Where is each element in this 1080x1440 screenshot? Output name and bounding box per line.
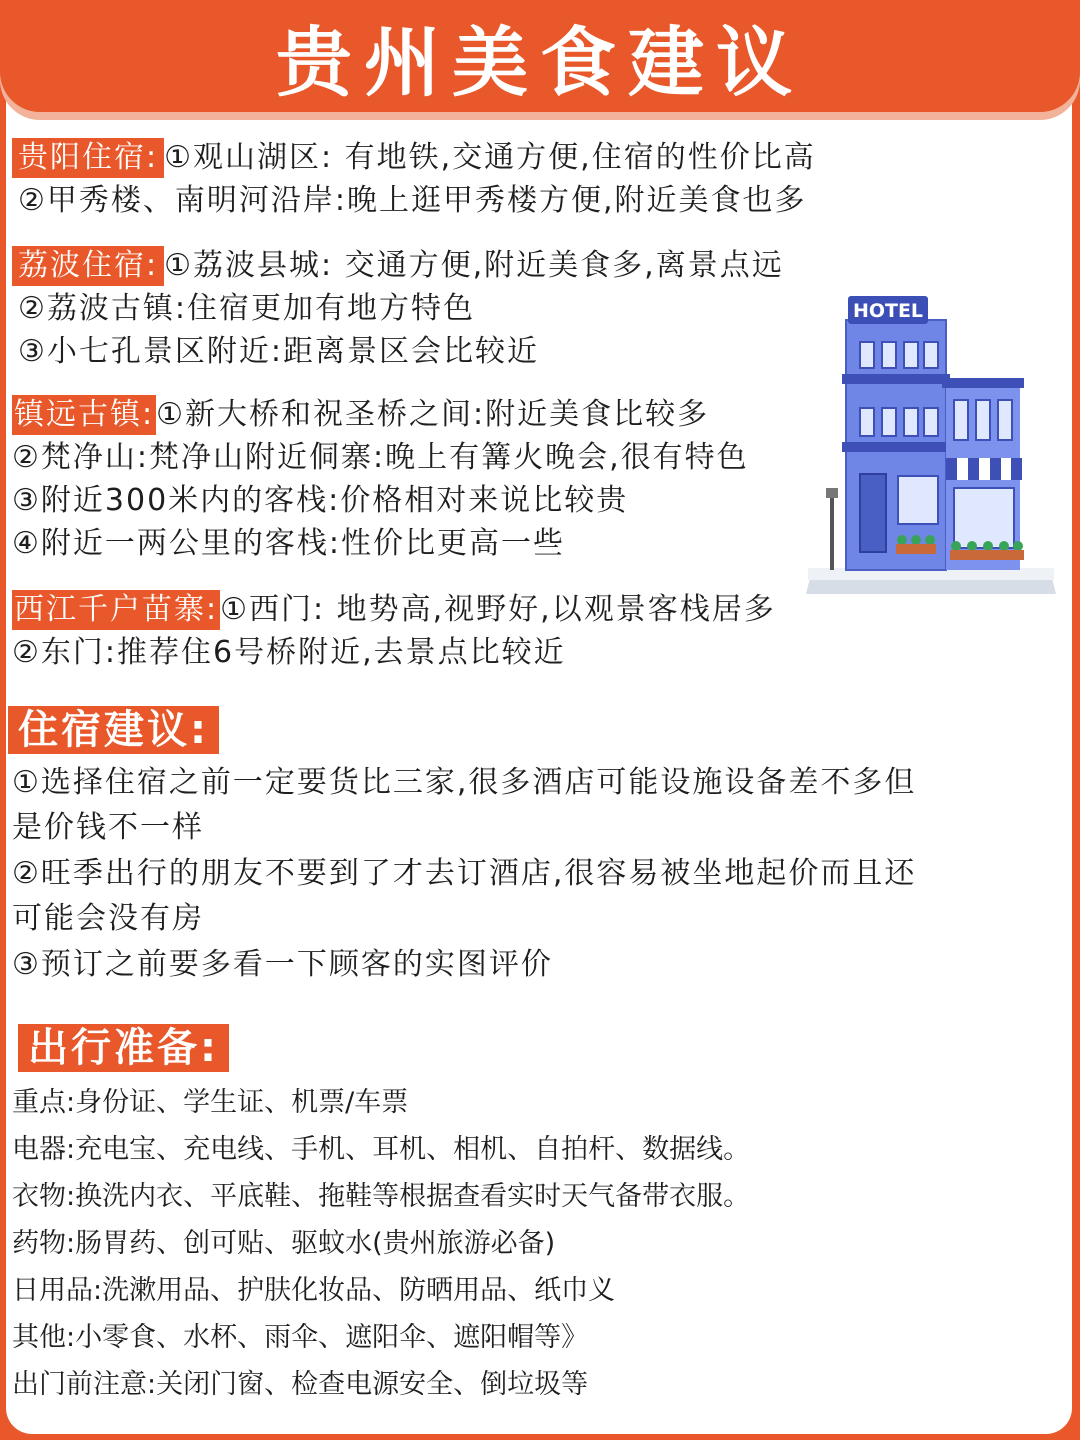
prep-item: 衣物:换洗内衣、平底鞋、拖鞋等根据查看实时天气备带衣服。 (12, 1181, 751, 1212)
prep-item: 日用品:洗漱用品、护肤化妆品、防晒用品、纸巾义 (12, 1275, 616, 1306)
advice-line-4: 可能会没有房 (12, 901, 204, 936)
prep-item: 药物:肠胃药、创可贴、驱蚊水(贵州旅游必备) (12, 1228, 556, 1259)
guiyang-tag: 贵阳住宿: (12, 138, 164, 178)
zhenyuan-option-1: ①新大桥和祝圣桥之间:附近美食比较多 (156, 397, 710, 432)
advice-line-5: ③预订之前要多看一下顾客的实图评价 (12, 947, 553, 982)
advice-line-2: 是价钱不一样 (12, 810, 204, 845)
zhenyuan-option-2: ②梵净山:梵净山附近侗寨:晚上有篝火晚会,很有特色 (12, 440, 749, 475)
zhenyuan-line-1 (12, 395, 709, 435)
zhenyuan-option-3: ③附近300米内的客栈:价格相对来说比较贵 (12, 483, 629, 518)
xijiang-option-1: ①西门: 地势高,视野好,以观景客栈居多 (220, 592, 776, 627)
libo-option-3: ③小七孔景区附近:距离景区会比较近 (18, 334, 540, 369)
libo-option-2: ②荔波古镇:住宿更加有地方特色 (18, 291, 476, 326)
prep-item: 出门前注意:关闭门窗、检查电源安全、倒垃圾等 (12, 1369, 589, 1400)
prep-item: 重点:身份证、学生证、机票/车票 (12, 1087, 409, 1118)
advice-heading: 住宿建议: (8, 706, 219, 754)
xijiang-tag: 西江千户苗寨: (12, 590, 220, 630)
advice-line-1: ①选择住宿之前一定要货比三家,很多酒店可能设施设备差不多但 (12, 765, 917, 800)
hotel-sign: HOTEL (852, 300, 924, 322)
prep-item: 其他:小零食、水杯、雨伞、遮阳伞、遮阳帽等》 (12, 1322, 589, 1353)
page-title: 贵州美食建议 (276, 17, 804, 107)
title-banner (0, 0, 1080, 112)
guiyang-option-2: ②甲秀楼、南明河沿岸:晚上逛甲秀楼方便,附近美食也多 (18, 183, 807, 218)
prep-item: 电器:充电宝、充电线、手机、耳机、相机、自拍杆、数据线。 (12, 1134, 751, 1165)
advice-line-3: ②旺季出行的朋友不要到了才去订酒店,很容易被坐地起价而且还 (12, 856, 917, 891)
hotel-building-illustration (806, 290, 1056, 596)
zhenyuan-tag: 镇远古镇: (12, 395, 156, 435)
libo-line-1 (12, 246, 784, 286)
prep-heading: 出行准备: (18, 1024, 229, 1072)
libo-tag: 荔波住宿: (12, 246, 164, 286)
guiyang-line-1 (12, 138, 816, 178)
libo-option-1: ①荔波县城: 交通方便,附近美食多,离景点远 (164, 248, 784, 283)
guiyang-option-1: ①观山湖区: 有地铁,交通方便,住宿的性价比高 (164, 140, 816, 175)
xijiang-option-2: ②东门:推荐住6号桥附近,去景点比较近 (12, 635, 566, 670)
zhenyuan-option-4: ④附近一两公里的客栈:性价比更高一些 (12, 526, 566, 561)
xijiang-line-1 (12, 590, 776, 630)
